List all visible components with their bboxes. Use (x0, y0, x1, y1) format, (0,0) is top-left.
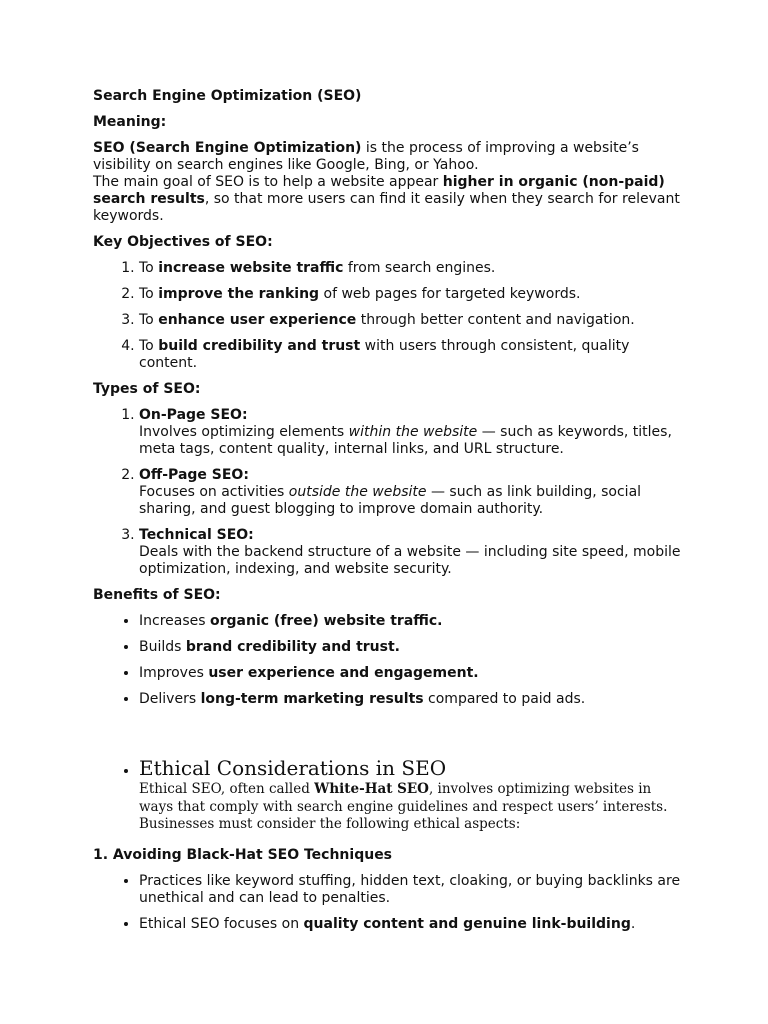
type-item-on-page: 1. On-Page SEO: Involves optimizing elements within the website — such as keywords, titles, meta tags, content quality, internal links, and URL structure. (139, 407, 683, 458)
ethics-body: Ethical SEO, often called White-Hat SEO, involves optimizing websites in ways that comply with search engine guidelines and respect users’ interests. Businesses must consider the following ethical aspects: (139, 781, 668, 832)
objective-item: 2. To improve the ranking of web pages for targeted keywords. (139, 286, 683, 303)
objectives-heading: Key Objectives of SEO: (93, 234, 273, 250)
objective-item: 4. To build credibility and trust with users through consistent, quality content. (139, 338, 683, 372)
meaning-paragraph (93, 140, 683, 225)
ethics-heading: • Ethical Considerations in SEO (139, 756, 447, 780)
meaning-definition: is the process of improving a website’s visibility on search engines like Google, Bing, or Yahoo. (93, 140, 639, 173)
ethics-list (93, 755, 683, 834)
types-heading: Types of SEO: (93, 381, 201, 397)
type-item-technical: 3. Technical SEO: Deals with the backend structure of a website — including site speed, mobile optimization, indexing, and website security. (139, 527, 683, 578)
goal-text-b: , so that more users can find it easily when they search for relevant keywords. (93, 191, 680, 224)
benefit-item: • Increases organic (free) website traffic. (139, 613, 683, 630)
benefit-item: • Delivers long-term marketing results compared to paid ads. (139, 691, 683, 708)
type-item-off-page: 2. Off-Page SEO: Focuses on activities outside the website — such as link building, social sharing, and guest blogging to improve domain authority. (139, 467, 683, 518)
benefit-item: • Improves user experience and engagement. (139, 665, 683, 682)
blackhat-item: • Practices like keyword stuffing, hidden text, cloaking, or buying backlinks are unethical and can lead to penalties. (139, 873, 683, 907)
objective-item: 1. To increase website traffic from search engines. (139, 260, 683, 277)
benefits-heading: Benefits of SEO: (93, 587, 221, 603)
goal-text-a: The main goal of SEO is to help a website appear (93, 174, 443, 190)
objective-item: 3. To enhance user experience through better content and navigation. (139, 312, 683, 329)
document-title: Search Engine Optimization (SEO) (93, 88, 362, 104)
objectives-list (93, 260, 683, 372)
blackhat-heading: 1. Avoiding Black-Hat SEO Techniques (93, 846, 393, 863)
meaning-heading: Meaning: (93, 114, 167, 130)
types-list (93, 407, 683, 578)
benefits-list (93, 613, 683, 708)
document-page (93, 88, 683, 942)
ethics-item (139, 755, 683, 834)
goal-text-bold: higher in organic (non-paid) search results (93, 174, 665, 207)
meaning-term: SEO (Search Engine Optimization) (93, 140, 362, 156)
benefit-item: • Builds brand credibility and trust. (139, 639, 683, 656)
blackhat-list (93, 873, 683, 933)
blackhat-item: • Ethical SEO focuses on quality content and genuine link-building. (139, 916, 683, 933)
